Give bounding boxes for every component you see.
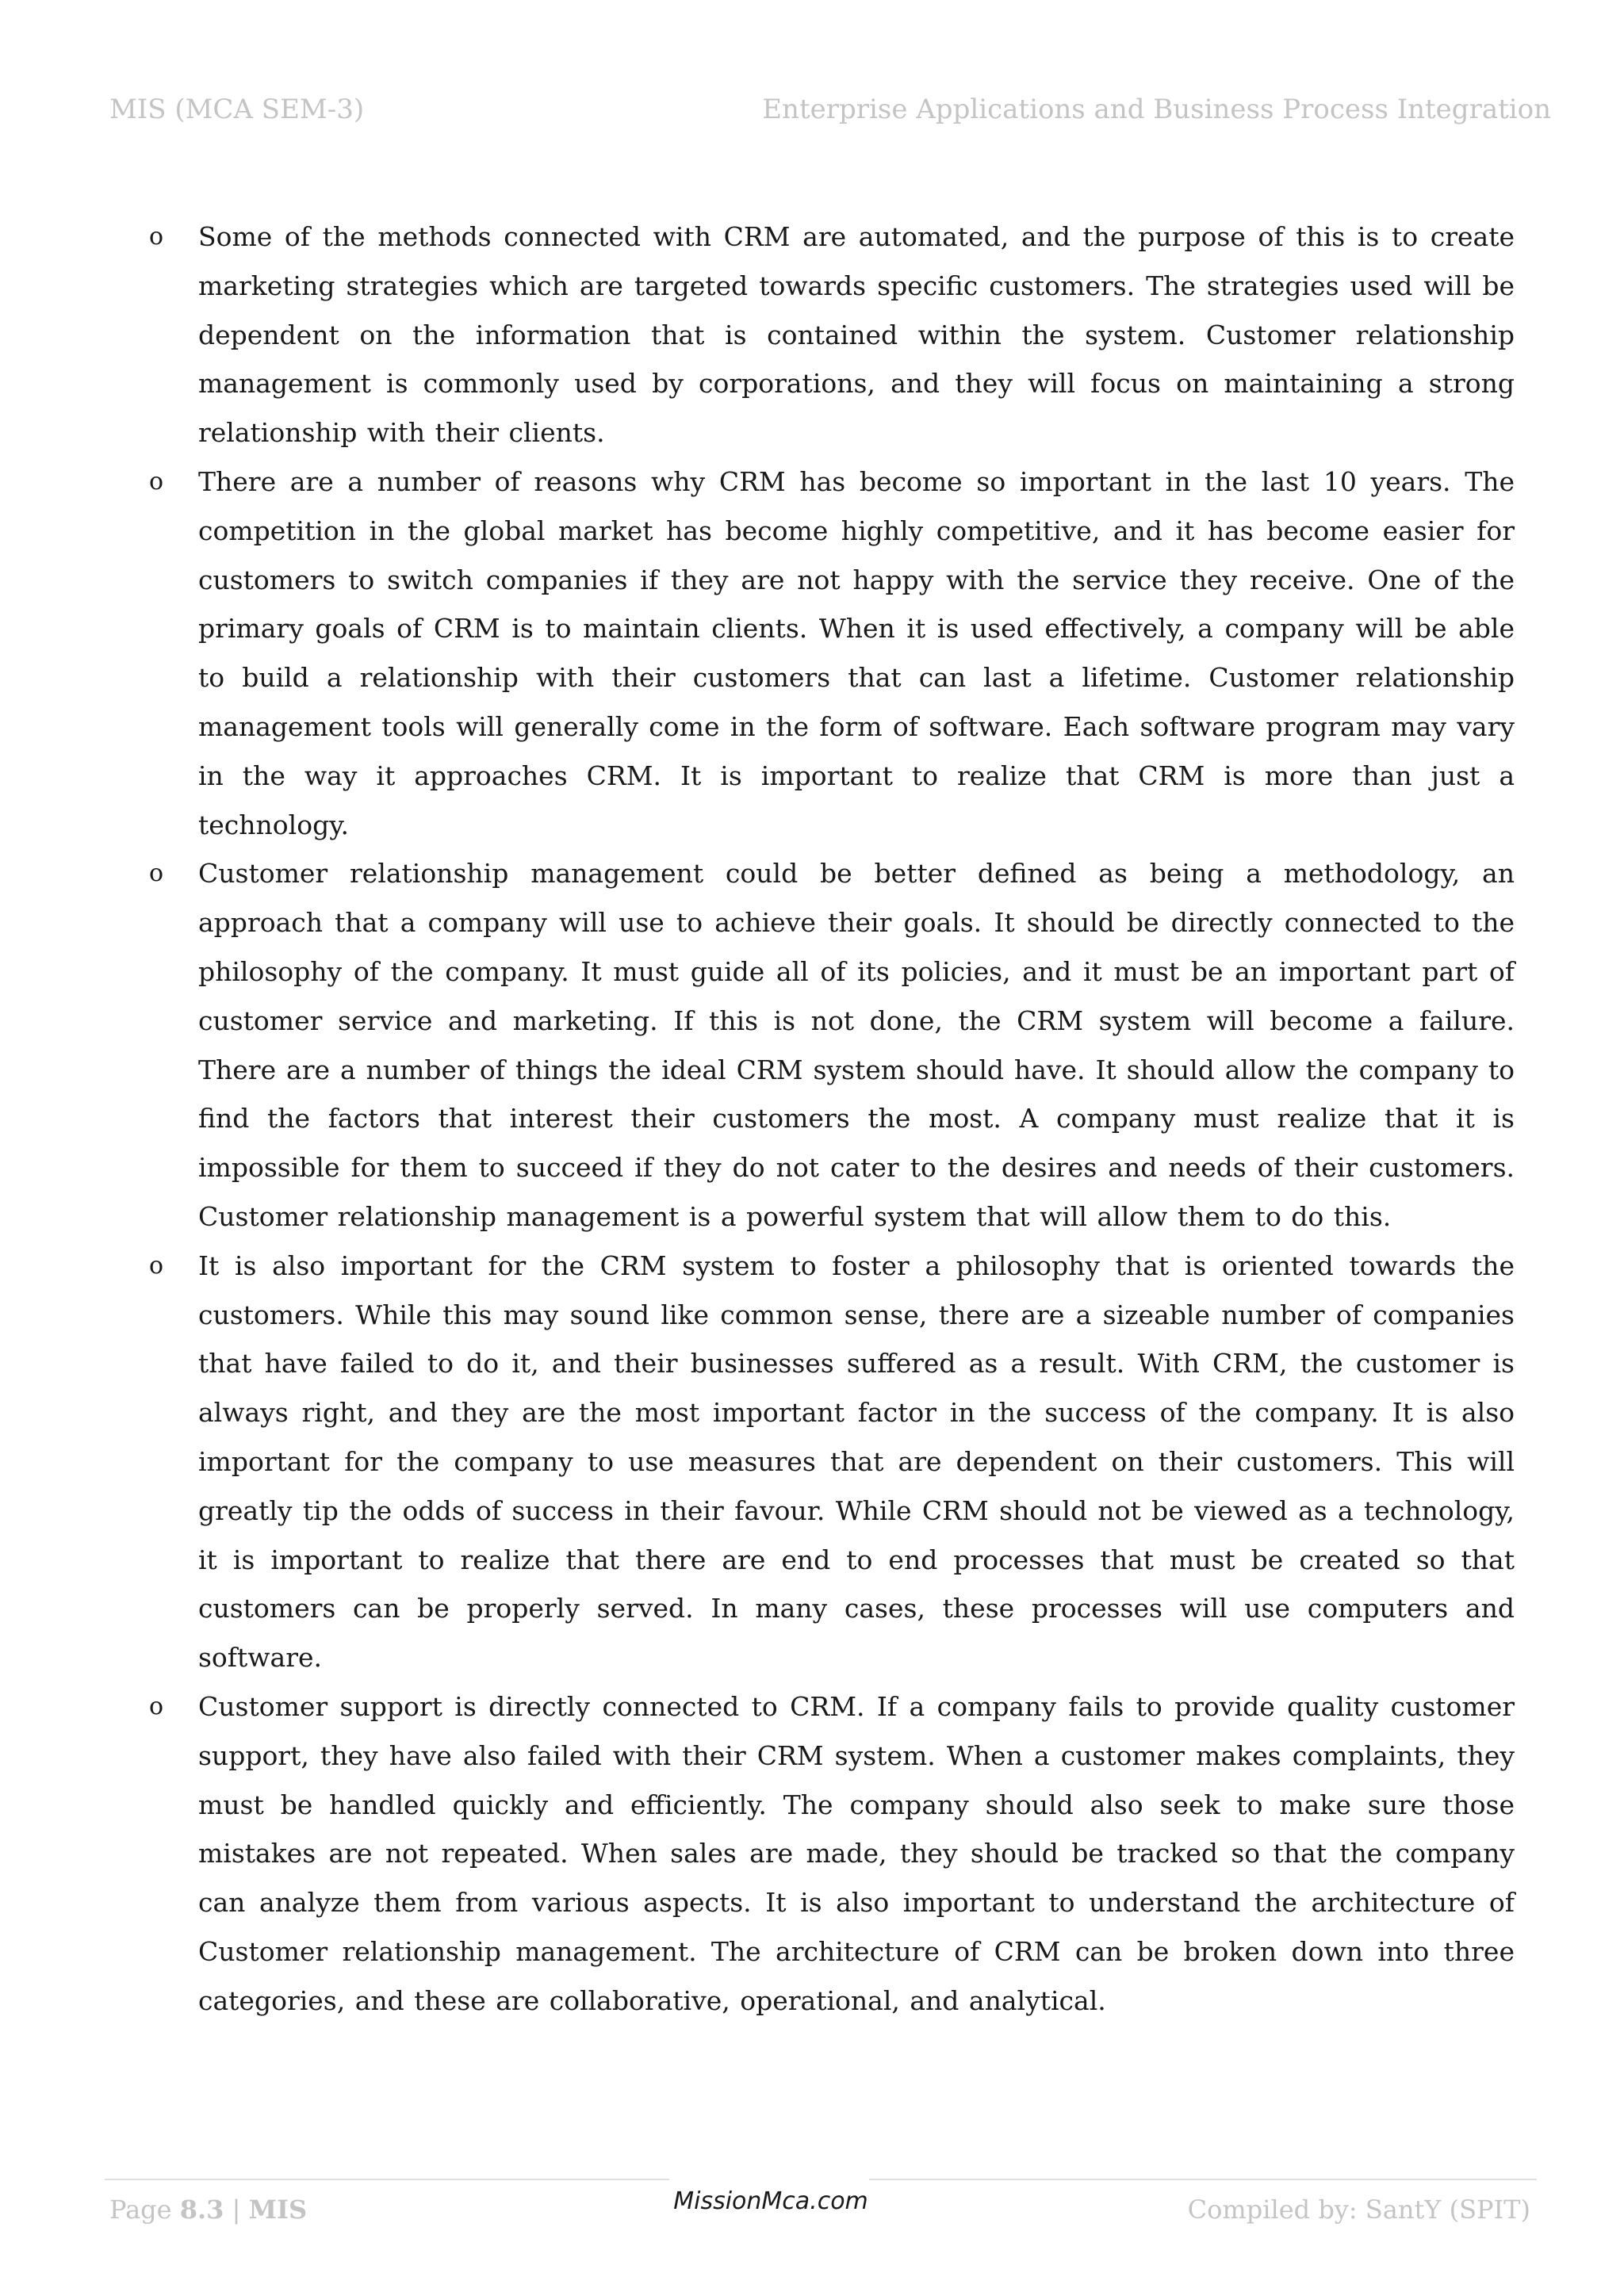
bullet-item bbox=[143, 212, 1515, 457]
missionmca-logo bbox=[672, 2177, 869, 2221]
paragraph-text: Customer relationship management could be better defined as being a methodology, an approach that a company will use to achieve their goals. It should be directly connected to the philosophy of the company. It must guide all of its policies, and it must be an important part of customer service and marketing. If this is not done, the CRM system will become a failure. There are a number of things the ideal CRM system should have. It should allow the company to find the factors that interest their customers the most. A company must realize that it is impossible for them to succeed if they do not cater to the desires and needs of their customers. Customer relationship management is a powerful system that will allow them to do this. bbox=[198, 858, 1515, 1232]
footer-compiled-by: Compiled by: SantY (SPIT) bbox=[1187, 2195, 1530, 2225]
bullet-item bbox=[143, 849, 1515, 1241]
bullet-marker: o bbox=[149, 467, 164, 496]
bullet-marker: o bbox=[149, 1692, 164, 1720]
paragraph-text: There are a number of reasons why CRM has become so important in the last 10 years. The competition in the global market has become highly competitive, and it has become easier for customers to switch companies if they are not happy with the service they receive. One of the primary goals of CRM is to maintain clients. When it is used effectively, a company will be able to build a relationship with their customers that can last a lifetime. Customer relationship management tools will generally come in the form of software. Each software program may vary in the way it approaches CRM. It is important to realize that CRM is more than just a technology. bbox=[198, 465, 1515, 840]
footer-subject: MIS bbox=[248, 2195, 308, 2225]
svg-text:MissionMca.com: MissionMca.com bbox=[673, 2187, 868, 2215]
header-course: MIS (MCA SEM-3) bbox=[109, 94, 365, 125]
bullet-item bbox=[143, 1242, 1515, 1682]
paragraph-text: Some of the methods connected with CRM are automated, and the purpose of this is to create marketing strategies which are targeted towards specific customers. The strategies used will be dependent on the information that is contained within the system. Customer relationship management is commonly used by corporations, and they will focus on maintaining a strong relationship with their clients. bbox=[198, 221, 1515, 449]
document-body bbox=[143, 212, 1515, 2025]
footer-separator: | bbox=[224, 2195, 249, 2225]
bullet-item bbox=[143, 457, 1515, 849]
footer-page-number: 8.3 bbox=[179, 2195, 224, 2225]
bullet-marker: o bbox=[149, 223, 164, 251]
footer-divider-right bbox=[869, 2179, 1537, 2180]
header-chapter-title: Enterprise Applications and Business Process Integration bbox=[762, 94, 1551, 125]
footer-page-prefix: Page bbox=[109, 2195, 180, 2225]
bullet-item bbox=[143, 1682, 1515, 2026]
page-header bbox=[109, 94, 1551, 133]
paragraph-text: It is also important for the CRM system to foster a philosophy that is oriented towards the customers. While this may sound like common sense, there are a sizeable number of companies that have failed to do it, and their businesses suffered as a result. With CRM, the customer is always right, and they are the most important factor in the success of the company. It is also important for the company to use measures that are dependent on their customers. This will greatly tip the odds of success in their favour. While CRM should not be viewed as a technology, it is important to realize that there are end to end processes that must be created so that customers can be properly served. In many cases, these processes will use computers and software. bbox=[198, 1249, 1515, 1674]
footer-page-info bbox=[109, 2195, 307, 2225]
bullet-marker: o bbox=[149, 859, 164, 888]
footer-divider-left bbox=[105, 2179, 669, 2180]
bullet-marker: o bbox=[149, 1251, 164, 1280]
paragraph-text: Customer support is directly connected to CRM. If a company fails to provide quality customer support, they have also failed with their CRM system. When a customer makes complaints, they must be handled quickly and efficiently. The company should also seek to make sure those mistakes are not repeated. When sales are made, they should be tracked so that the company can analyze them from various aspects. It is also important to understand the architecture of Customer relationship management. The architecture of CRM can be broken down into three categories, and these are collaborative, operational, and analytical. bbox=[198, 1690, 1515, 2016]
